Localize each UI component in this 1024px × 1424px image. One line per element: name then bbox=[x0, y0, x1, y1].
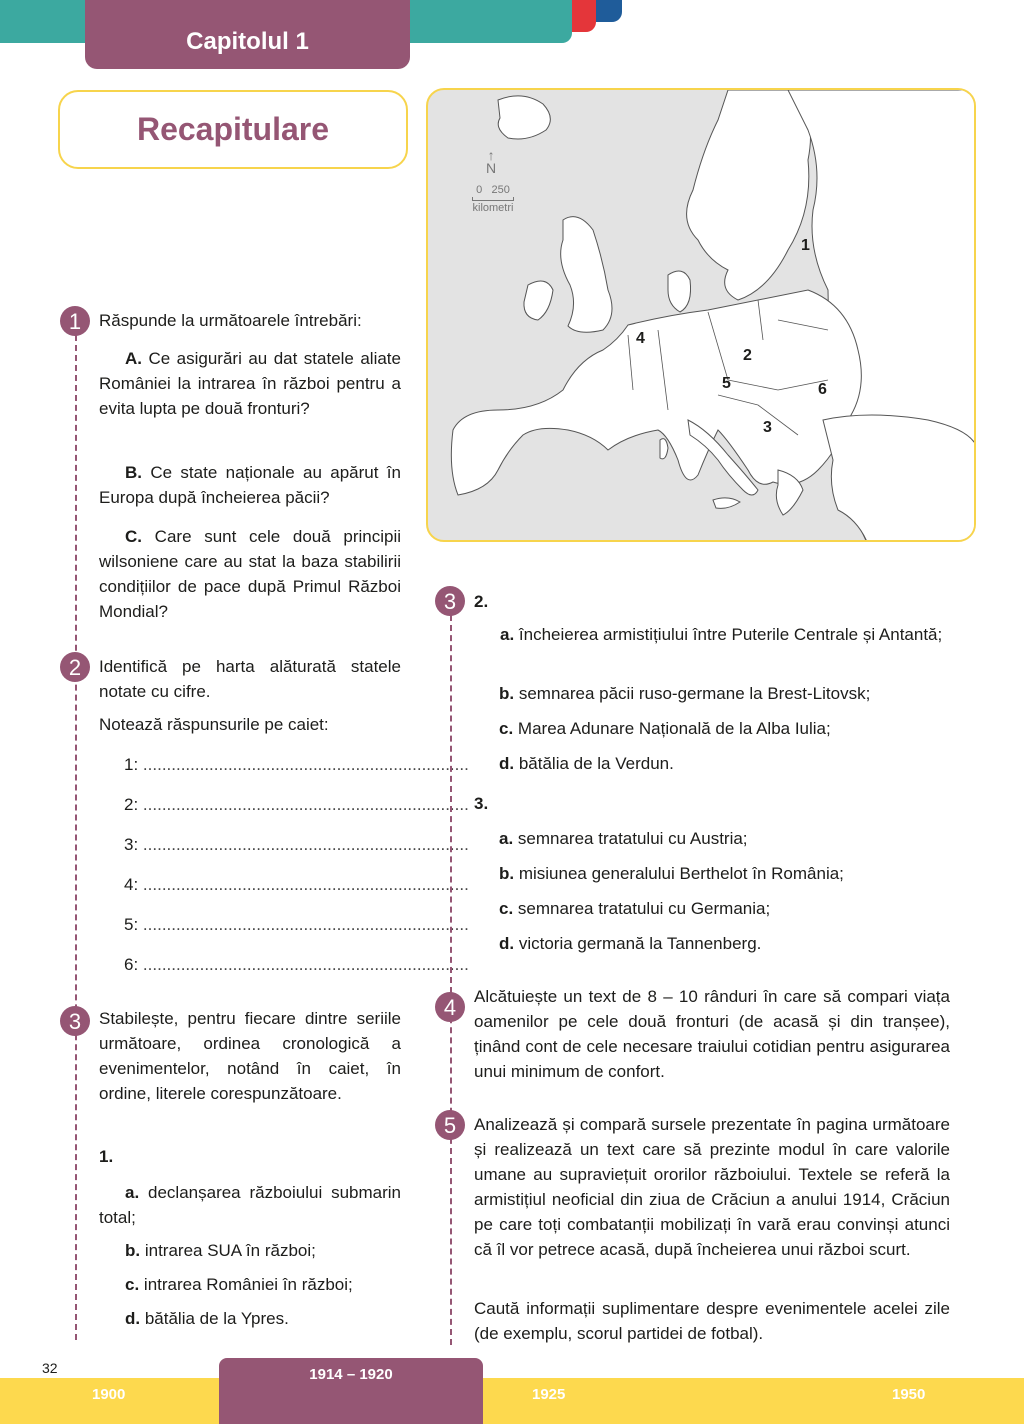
answer-line-3[interactable]: 3: ..................................................................... bbox=[124, 835, 469, 854]
exercise-2-badge: 2 bbox=[60, 652, 90, 682]
exercise-1-question-a: A. Ce asigurări au dat statele aliate României la intrarea în război pentru a evita lupta pe două fronturi? bbox=[99, 349, 401, 418]
exercise-3-continued-badge: 3 bbox=[435, 586, 465, 616]
timeline-bar bbox=[0, 1378, 1024, 1424]
exercise-5-text-2: Caută informații suplimentare despre evenimentele acelei zile (de exemplu, scorul partidei de fotbal). bbox=[474, 1299, 950, 1343]
answer-line-1[interactable]: 1: ..................................................................... bbox=[124, 755, 469, 774]
right-dashed-line bbox=[450, 615, 452, 1345]
map-label-6: 6 bbox=[818, 381, 827, 398]
chapter-title: Capitolul 1 bbox=[186, 27, 309, 55]
series-3-item-a: a. semnarea tratatului cu Austria; bbox=[499, 829, 748, 848]
series-2-label: 2. bbox=[474, 592, 489, 611]
exercise-2-instruction: Notează răspunsurile pe caiet: bbox=[99, 715, 329, 734]
exercise-1-badge: 1 bbox=[60, 306, 90, 336]
answer-line-6[interactable]: 6: ..................................................................... bbox=[124, 955, 469, 974]
series-1-label: 1. bbox=[99, 1147, 114, 1166]
compass-label: N bbox=[486, 160, 497, 176]
series-2-item-a: a. încheierea armistițiului între Puterile Centrale și Antantă; bbox=[500, 625, 943, 644]
map-label-1: 1 bbox=[801, 237, 810, 254]
period-tab bbox=[219, 1358, 483, 1424]
answer-line-2[interactable]: 2: ..................................................................... bbox=[124, 795, 469, 814]
series-1-item-b: b. intrarea SUA în război; bbox=[125, 1241, 316, 1260]
scale-end: 250 bbox=[491, 184, 510, 196]
series-1-item-c: c. intrarea României în război; bbox=[125, 1275, 353, 1294]
exercise-5-text: Analizează și compară sursele prezentate în pagina următoare și realizează un text care să prezinte modul în care valorile umane au supraviețuit ororilor războiului. Textele se referă la armistițiul neoficial din ziua de Crăciun a anului 1914, Crăciun pe care toți combatanții mobilizați în vară erau convinși atunci că îl vor petrece acasă, după încheierea unui război scurt. bbox=[474, 1115, 950, 1259]
series-1-item-d: d. bătălia de la Ypres. bbox=[125, 1309, 289, 1328]
arrow-up-icon: ↑ bbox=[487, 147, 495, 163]
series-3-label: 3. bbox=[474, 794, 489, 813]
exercise-4-text: Alcătuiește un text de 8 – 10 rânduri în care să compari viața oamenilor pe cele două fronturi (de acasă și din tranșee), ținând cont de cele necesare traiului cotidian pentru asigurarea unui minimum de confort. bbox=[474, 987, 950, 1081]
map-label-5: 5 bbox=[722, 375, 731, 392]
exercise-1-question-b: B. Ce state naționale au apărut în Europa după încheierea păcii? bbox=[99, 463, 401, 507]
series-2-item-c: c. Marea Adunare Națională de la Alba Iulia; bbox=[499, 719, 831, 738]
series-2-item-d: d. bătălia de la Verdun. bbox=[499, 754, 674, 773]
section-title: Recapitulare bbox=[136, 111, 330, 147]
answer-line-4[interactable]: 4: ..................................................................... bbox=[124, 875, 469, 894]
exercise-3-prompt: Stabilește, pentru fiecare dintre seriile următoare, ordinea cronologică a evenimentelor, notând în caiet, în ordine, literele corespunzătoare. bbox=[99, 1009, 401, 1103]
series-2-item-b: b. semnarea păcii ruso-germane la Brest-Litovsk; bbox=[499, 684, 871, 703]
timeline-1950: 1950 bbox=[892, 1386, 926, 1403]
map-label-3: 3 bbox=[763, 419, 772, 436]
exercise-1-prompt: Răspunde la următoarele întrebări: bbox=[99, 311, 362, 330]
series-3-item-d: d. victoria germană la Tannenberg. bbox=[499, 934, 762, 953]
timeline-1925: 1925 bbox=[532, 1386, 566, 1403]
exercise-3-badge: 3 bbox=[60, 1006, 90, 1036]
series-3-item-b: b. misiunea generalului Berthelot în România; bbox=[499, 864, 844, 883]
scale-start: 0 bbox=[476, 184, 483, 196]
map-label-2: 2 bbox=[743, 347, 752, 364]
answer-line-5[interactable]: 5: ..................................................................... bbox=[124, 915, 469, 934]
period-label: 1914 – 1920 bbox=[309, 1366, 393, 1383]
exercise-1-question-c: C. Care sunt cele două principii wilsoniene care au stat la baza stabilirii condițiilor de pace după Primul Război Mondial? bbox=[99, 527, 401, 621]
series-3-item-c: c. semnarea tratatului cu Germania; bbox=[499, 899, 771, 918]
page-number: 32 bbox=[42, 1360, 58, 1376]
exercise-5-badge: 5 bbox=[435, 1110, 465, 1140]
map-label-4: 4 bbox=[636, 330, 645, 347]
timeline-1900: 1900 bbox=[92, 1386, 126, 1403]
scale-unit: kilometri bbox=[472, 202, 514, 215]
exercise-2-prompt: Identifică pe harta alăturată statele notate cu cifre. bbox=[99, 657, 401, 701]
series-1-item-a: a. declanșarea războiului submarin total; bbox=[99, 1183, 401, 1227]
exercise-4-badge: 4 bbox=[435, 992, 465, 1022]
